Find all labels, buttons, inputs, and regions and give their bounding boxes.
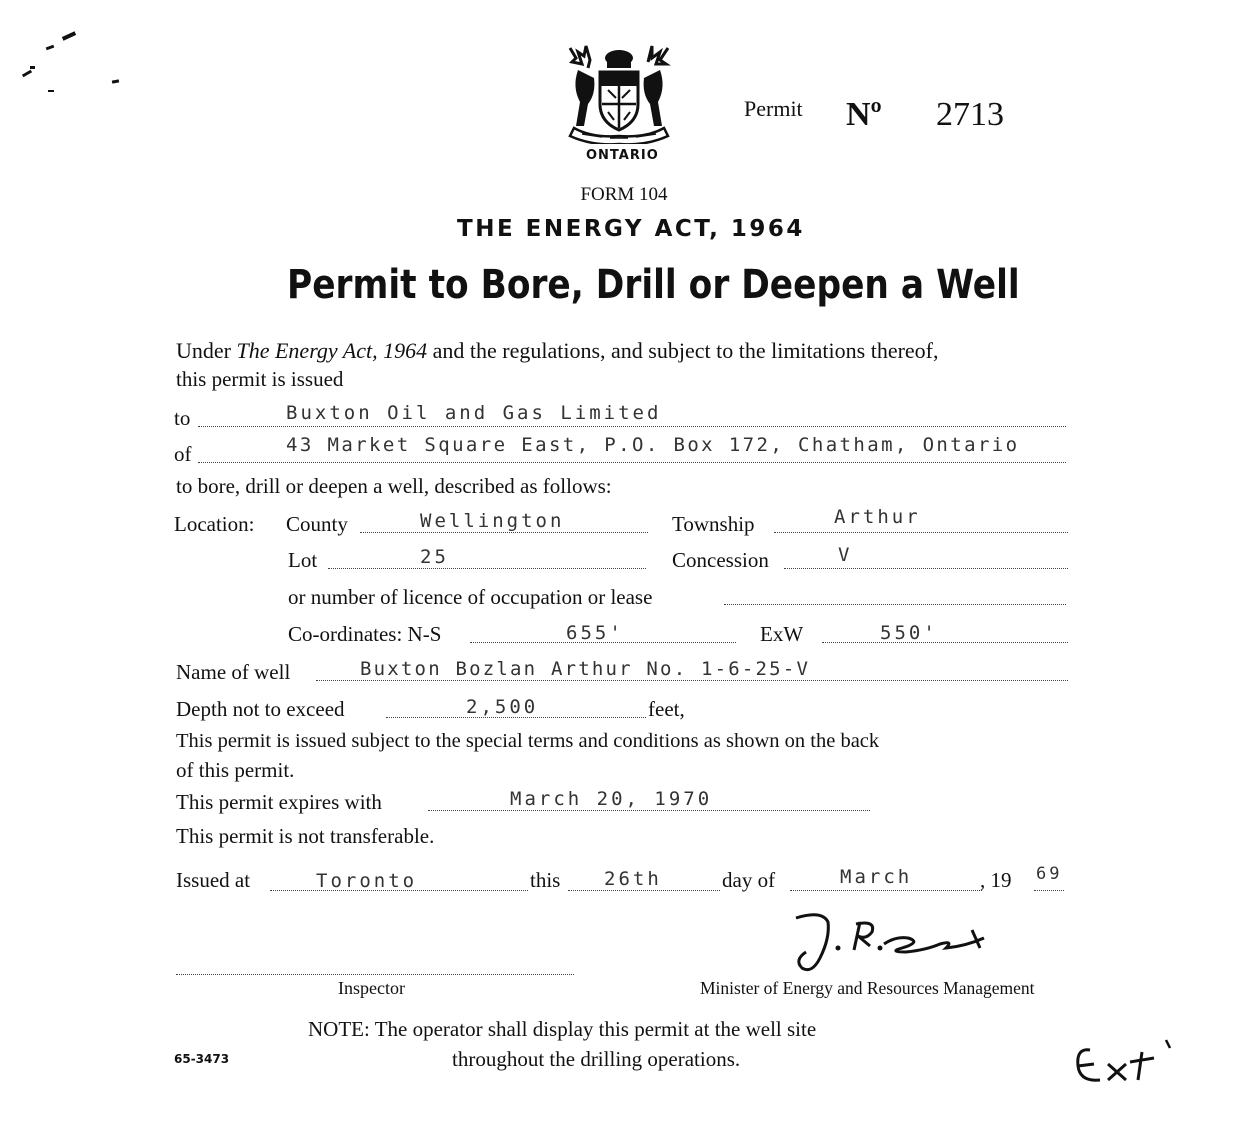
intro-rest: and the regulations, and subject to the limitations thereof, [432, 338, 939, 363]
intro-line [176, 338, 939, 364]
issued-at-value: Toronto [316, 870, 418, 892]
intro-under: Under [176, 338, 231, 363]
coordinates-label: Co-ordinates: N-S [288, 622, 442, 646]
township-value: Arthur [834, 506, 921, 528]
crest-caption: ONTARIO [586, 148, 659, 163]
note-label: NOTE: [308, 1017, 370, 1041]
note-line-1 [308, 1017, 816, 1042]
inspector-signature-line [176, 974, 574, 975]
to-value: Buxton Oil and Gas Limited [286, 402, 662, 424]
terms-line-2: of this permit. [176, 758, 295, 782]
county-field-line [360, 532, 648, 533]
concession-value: V [838, 544, 853, 566]
form-number: FORM 104 [580, 184, 668, 205]
well-name-value: Buxton Bozlan Arthur No. 1-6-25-V [360, 658, 811, 680]
day-value: 26th [604, 868, 662, 890]
county-label: County [286, 512, 348, 536]
note-line-2: throughout the drilling operations. [452, 1047, 741, 1071]
of-field-line [198, 462, 1066, 463]
coordinates-ew-line [822, 642, 1068, 643]
location-label: Location: [174, 512, 255, 536]
lot-value: 25 [420, 546, 449, 568]
coordinates-ew-value: 550' [880, 622, 938, 644]
to-field-line [198, 426, 1066, 427]
of-label: of [174, 442, 192, 466]
coordinates-ns-value: 655' [566, 622, 624, 644]
not-transferable: This permit is not transferable. [176, 824, 435, 848]
month-value: March [840, 866, 913, 888]
day-line [568, 890, 720, 891]
expires-label: This permit expires with [176, 790, 382, 814]
lot-field-line [328, 568, 646, 569]
terms-line-1: This permit is issued subject to the special terms and conditions as shown on the back [176, 730, 880, 752]
township-field-line [774, 532, 1068, 533]
township-label: Township [672, 512, 755, 536]
well-name-line [316, 680, 1068, 681]
expires-line [428, 810, 870, 811]
intro-line-2: this permit is issued [176, 367, 344, 391]
lot-label: Lot [288, 548, 318, 572]
act-title: THE ENERGY ACT, 1964 [457, 216, 805, 242]
concession-label: Concession [672, 548, 769, 572]
expires-value: March 20, 1970 [510, 788, 713, 810]
minister-signature [776, 908, 996, 980]
of-value: 43 Market Square East, P.O. Box 172, Chatham, Ontario [286, 434, 1020, 456]
minister-label: Minister of Energy and Resources Management [700, 978, 1035, 998]
page-title: Permit to Bore, Drill or Deepen a Well [287, 262, 1020, 308]
permit-number: 2713 [936, 96, 1004, 133]
licence-label: or number of licence of occupation or lease [288, 585, 653, 609]
form-code: 65-3473 [174, 1052, 230, 1066]
month-line [790, 890, 982, 891]
well-name-label: Name of well [176, 660, 291, 684]
depth-value: 2,500 [466, 696, 539, 718]
handwritten-ext [1070, 1036, 1180, 1092]
to-label: to [174, 406, 191, 430]
ontario-crest-icon [562, 42, 676, 144]
year-value: 69 [1036, 864, 1063, 884]
inspector-label: Inspector [338, 978, 405, 998]
year-prefix: , 19 [980, 868, 1012, 892]
permit-label: Permit [744, 96, 803, 121]
describe-line: to bore, drill or deepen a well, described as follows: [176, 474, 612, 498]
issued-at-label: Issued at [176, 868, 251, 892]
this-label: this [530, 868, 561, 892]
depth-label: Depth not to exceed [176, 697, 345, 721]
note-text-1: The operator shall display this permit at the well site [374, 1017, 817, 1041]
licence-field-line [724, 604, 1066, 605]
county-value: Wellington [420, 510, 565, 532]
number-symbol: Nº [846, 96, 882, 133]
year-line [1034, 890, 1064, 891]
concession-field-line [784, 568, 1068, 569]
day-of-label: day of [722, 868, 776, 892]
depth-unit: feet, [648, 697, 685, 721]
intro-act-name: The Energy Act, 1964 [236, 338, 428, 363]
coordinates-ew-label: ExW [760, 622, 804, 646]
